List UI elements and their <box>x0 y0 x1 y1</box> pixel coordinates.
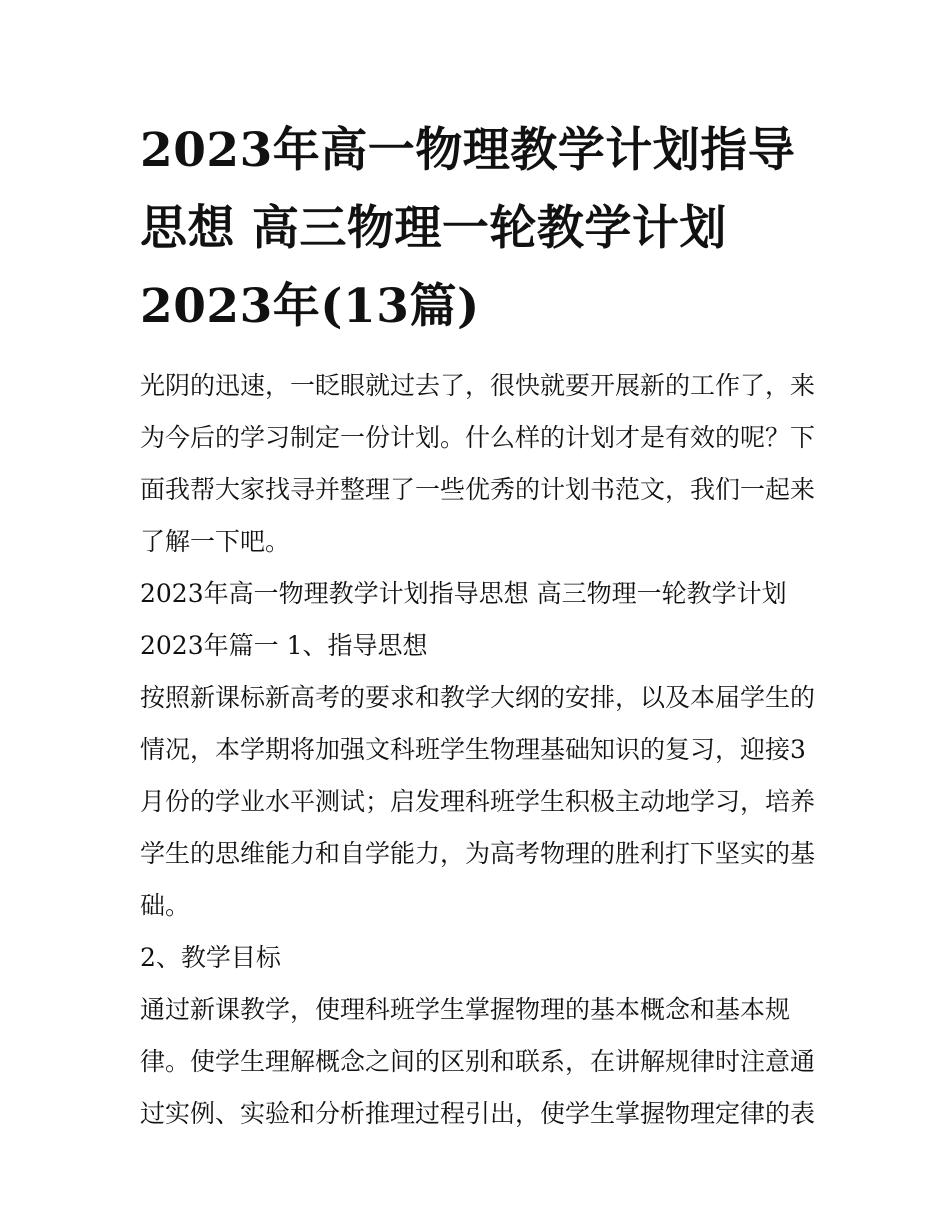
text-line: 情况，本学期将加强文科班学生物理基础知识的复习，迎接3 <box>140 735 806 764</box>
text-line: 按照新课标新高考的要求和教学大纲的安排，以及本届学生的 <box>140 683 816 712</box>
title-line: 2023年(13篇) <box>140 279 480 334</box>
text-line: 光阴的迅速，一眨眼就过去了，很快就要开展新的工作了，来 <box>140 371 816 400</box>
document-title <box>140 112 820 346</box>
guiding-ideology-paragraph <box>140 672 820 932</box>
text-line: 面我帮大家找寻并整理了一些优秀的计划书范文，我们一起来 <box>140 475 816 504</box>
title-line: 2023年高一物理教学计划指导 <box>140 123 796 178</box>
document-page <box>140 112 820 1140</box>
section-heading-paragraph <box>140 568 820 672</box>
text-line: 月份的学业水平测试；启发理科班学生积极主动地学习，培养 <box>140 787 816 816</box>
teaching-goals-heading <box>140 932 820 984</box>
text-line: 2、教学目标 <box>140 943 281 972</box>
text-line: 过实例、实验和分析推理过程引出，使学生掌握物理定律的表 <box>140 1099 816 1128</box>
text-line: 2023年高一物理教学计划指导思想 高三物理一轮教学计划 <box>140 579 787 608</box>
teaching-goals-paragraph <box>140 984 820 1140</box>
text-line: 了解一下吧。 <box>140 527 291 556</box>
title-line: 思想 高三物理一轮教学计划 <box>140 201 727 256</box>
text-line: 通过新课教学，使理科班学生掌握物理的基本概念和基本规 <box>140 995 791 1024</box>
intro-paragraph <box>140 360 820 568</box>
text-line: 为今后的学习制定一份计划。什么样的计划才是有效的呢？下 <box>140 423 816 452</box>
text-line: 2023年篇一 1、指导思想 <box>140 631 428 660</box>
text-line: 学生的思维能力和自学能力，为高考物理的胜利打下坚实的基 <box>140 839 816 868</box>
text-line: 律。使学生理解概念之间的区别和联系，在讲解规律时注意通 <box>140 1047 816 1076</box>
text-line: 础。 <box>140 891 191 920</box>
